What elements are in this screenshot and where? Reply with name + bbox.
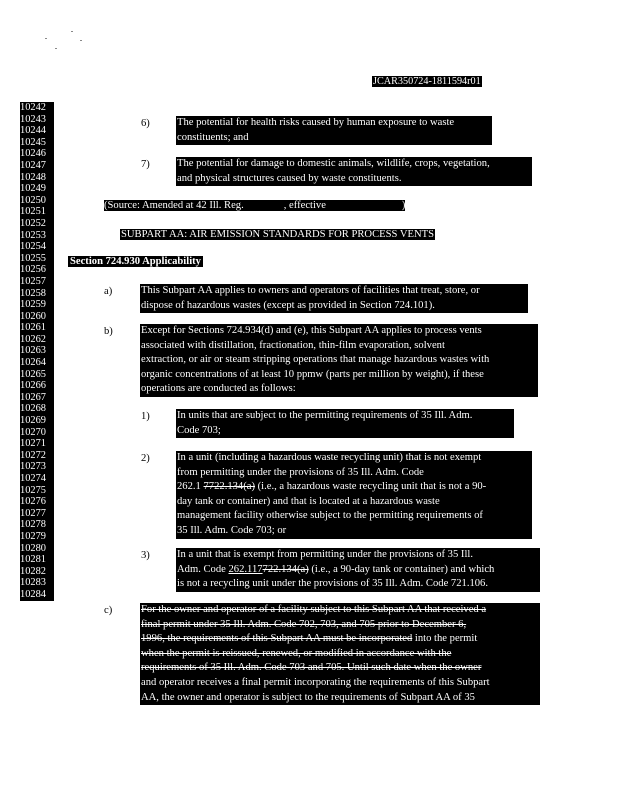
text-line: In units that are subject to the permitting requirements of 35 Ill. Adm. <box>177 410 473 421</box>
line-number: 10262 <box>20 333 46 345</box>
line-number: 10275 <box>20 484 46 496</box>
struck-line: For the owner and operator of a facility subject to this Subpart AA that received a <box>141 604 487 615</box>
line-number: 10253 <box>20 229 46 241</box>
text-line: extraction, or air or steam stripping operations that manage hazardous wastes with <box>141 354 490 366</box>
line-number: 10255 <box>20 252 46 264</box>
line-number: 10263 <box>20 345 46 357</box>
line-number: 10246 <box>20 148 46 160</box>
text-line: Except for Sections 724.934(d) and (e), this Subpart AA applies to process vents <box>141 325 482 336</box>
scan-speck <box>45 38 47 39</box>
item-7-text <box>176 157 532 186</box>
line-number: 10258 <box>20 287 46 299</box>
line-number: 10265 <box>20 368 46 380</box>
line-number: 10272 <box>20 449 46 461</box>
struck-text: 1996, the requirements of this Subpart AA must be incorporated <box>141 633 413 645</box>
line-number: 10269 <box>20 415 46 427</box>
para-c-label: c) <box>104 605 113 616</box>
line-number: 10243 <box>20 113 46 125</box>
line-number: 10276 <box>20 496 46 508</box>
line-number: 10277 <box>20 507 46 519</box>
document-id: JCAR350724-1811594r01 <box>373 76 481 87</box>
para-b-label: b) <box>104 326 113 337</box>
line-number: 10266 <box>20 380 46 392</box>
text-line: day tank or container) and that is located at a hazardous waste <box>177 495 440 507</box>
line-number: 10244 <box>20 125 46 137</box>
text-line: associated with distillation, fractionation, thin-film evaporation, solvent <box>141 339 445 351</box>
line-number: 10264 <box>20 357 46 369</box>
scan-speck <box>55 48 57 49</box>
text-line: operations are conducted as follows: <box>141 383 296 395</box>
sub-1-text <box>176 409 514 438</box>
source-blank <box>326 200 402 211</box>
line-number: 10273 <box>20 461 46 473</box>
scan-speck <box>80 40 82 41</box>
text-line: from permitting under the provisions of 35 Ill. Adm. Code <box>177 466 424 478</box>
line-number: 10268 <box>20 403 46 415</box>
line-number: 10248 <box>20 171 46 183</box>
struck-line: final permit under 35 Ill. Adm. Code 702, 703, and 705 prior to December 6, <box>141 618 467 630</box>
line-number: 10274 <box>20 473 46 484</box>
text-run: Adm. Code <box>177 563 229 575</box>
para-a-label: a) <box>104 286 113 297</box>
text-run: (i.e., a hazardous waste recycling unit that is not a 90- <box>254 481 487 493</box>
line-number: 10251 <box>20 206 46 218</box>
text-line: and physical structures caused by waste constituents. <box>177 172 402 184</box>
line-number: 10245 <box>20 136 46 148</box>
text-line: 35 Ill. Adm. Code 703; or <box>177 524 287 536</box>
line-number: 10242 <box>20 102 46 113</box>
para-b-text <box>140 324 538 397</box>
line-number: 10279 <box>20 530 46 542</box>
sub-3-text <box>176 548 540 592</box>
struck-text: 722.134(a) <box>262 563 309 575</box>
underlined-text: 262.117 <box>228 563 263 575</box>
line-number: 10260 <box>20 310 46 322</box>
section-heading: Section 724.930 Applicability <box>70 256 201 267</box>
scan-speck <box>71 31 73 32</box>
text-line: management facility otherwise subject to the permitting requirements of <box>177 510 483 522</box>
sub-2-label: 2) <box>141 453 150 464</box>
item-6-text <box>176 116 492 145</box>
sub-1-label: 1) <box>141 411 150 422</box>
line-number: 10259 <box>20 299 46 311</box>
line-number: 10281 <box>20 554 46 566</box>
line-number: 10280 <box>20 542 46 554</box>
text-line <box>176 563 540 578</box>
text-line: AA, the owner and operator is subject to the requirements of Subpart AA of 35 <box>141 691 475 703</box>
para-c-text <box>140 603 540 705</box>
text-line: is not a recycling unit under the provisions of 35 Ill. Adm. Code 721.106. <box>177 578 489 590</box>
source-prefix: (Source: Amended at 42 Ill. Reg. <box>104 200 244 211</box>
text-run: into the permit <box>412 633 478 645</box>
line-number: 10267 <box>20 391 46 403</box>
line-number: 10247 <box>20 159 46 171</box>
text-line: The potential for health risks caused by human exposure to waste <box>177 117 455 128</box>
source-blank <box>244 200 284 211</box>
text-line: In a unit that is exempt from permitting under the provisions of 35 Ill. <box>177 549 473 560</box>
item-6-label: 6) <box>141 118 150 129</box>
text-line: This Subpart AA applies to owners and operators of facilities that treat, store, or <box>141 285 480 296</box>
subpart-title: SUBPART AA: AIR EMISSION STANDARDS FOR PROCESS VENTS <box>121 229 434 240</box>
line-number: 10270 <box>20 426 46 438</box>
sub-2-text <box>176 451 532 539</box>
source-middle: , effective <box>283 200 326 211</box>
struck-line: requirements of 35 Ill. Adm. Code 703 and 705. Until such date when the owner <box>141 662 482 674</box>
text-run: (i.e., a 90-day tank or container) and which <box>308 563 495 575</box>
text-line: organic concentrations of at least 10 ppmw (parts per million by weight), if these <box>141 368 484 380</box>
text-line: In a unit (including a hazardous waste recycling unit) that is not exempt <box>177 452 482 463</box>
line-number-column <box>20 102 54 601</box>
text-line: dispose of hazardous wastes (except as provided in Section 724.101). <box>141 299 435 311</box>
line-number: 10250 <box>20 194 46 206</box>
text-line: Code 703; <box>177 424 221 436</box>
sub-3-label: 3) <box>141 550 150 561</box>
line-number: 10284 <box>20 588 46 600</box>
line-number: 10261 <box>20 322 46 334</box>
line-number: 10257 <box>20 275 46 287</box>
text-line: constituents; and <box>177 131 249 143</box>
line-number: 10249 <box>20 183 46 195</box>
struck-line: when the permit is reissued, renewed, or modified in accordance with the <box>141 647 452 659</box>
text-line <box>140 632 540 647</box>
source-suffix: ) <box>401 200 406 211</box>
struck-text: 7722.134(a) <box>203 481 255 493</box>
line-number: 10271 <box>20 438 46 450</box>
text-line: and operator receives a final permit incorporating the requirements of this Subpart <box>141 676 490 688</box>
line-number: 10256 <box>20 264 46 276</box>
line-number: 10252 <box>20 217 46 229</box>
line-number: 10278 <box>20 519 46 531</box>
line-number: 10282 <box>20 565 46 577</box>
source-note <box>104 200 405 211</box>
text-line: The potential for damage to domestic animals, wildlife, crops, vegetation, <box>177 158 490 169</box>
text-line <box>176 480 532 495</box>
line-number: 10283 <box>20 577 46 589</box>
para-a-text <box>140 284 528 313</box>
text-run: 262.1 <box>177 481 201 493</box>
line-number: 10254 <box>20 241 46 253</box>
item-7-label: 7) <box>141 159 150 170</box>
